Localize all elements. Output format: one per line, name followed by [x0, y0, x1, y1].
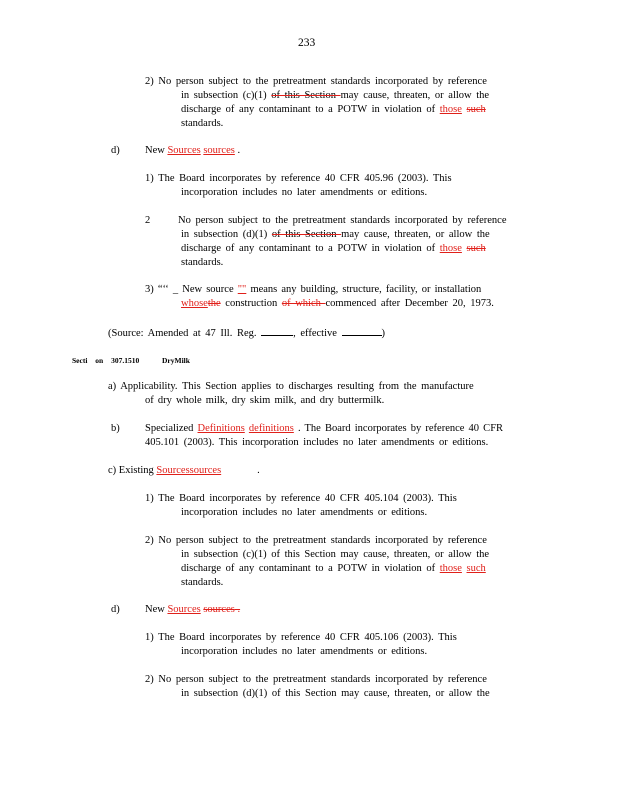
c2-first-line1: 2) No person subject to the pretreatment standards incorporated by reference — [145, 76, 487, 87]
inserted-text: those — [439, 563, 462, 574]
inserted-text: those — [439, 104, 462, 115]
inserted-text: sources — [203, 145, 235, 156]
deleted-text: of this Section — [271, 229, 342, 240]
inserted-text: Sources — [167, 145, 201, 156]
d-new-heading: New Sources sources . — [145, 604, 241, 615]
d1-line2: incorporation includes no later amendments or editions. — [181, 646, 428, 657]
c2-line3: discharge of any contaminant to a POTW in violation of those such — [181, 563, 486, 574]
d2-line1: 2) No person subject to the pretreatment standards incorporated by reference — [145, 674, 487, 685]
a-applicability-line1: a) Applicability. This Section applies to discharges resulting from the manufacture — [108, 381, 474, 392]
c1-line1: 1) The Board incorporates by reference 40 CFR 405.104 (2003). This — [145, 493, 457, 504]
d-first-heading: New Sources sources . — [145, 145, 241, 156]
inserted-text: those — [439, 243, 462, 254]
c2-line1: 2) No person subject to the pretreatment standards incorporated by reference — [145, 535, 487, 546]
deleted-text: such — [466, 104, 486, 115]
inserted-text: whose — [181, 298, 208, 309]
c1-line2: incorporation includes no later amendments or editions. — [181, 507, 428, 518]
d2-first-line3: discharge of any contaminant to a POTW in violation of those such — [181, 243, 486, 254]
b-definitions-line2: 405.101 (2003). This incorporation includes no later amendments or editions. — [145, 437, 489, 448]
inserted-text: "" — [237, 284, 247, 295]
inserted-text: Sources — [167, 604, 201, 615]
inserted-text: definitions — [248, 423, 294, 434]
deleted-text: such — [466, 243, 486, 254]
b-definitions-line1: Specialized Definitions definitions . The Board incorporates by reference 40 CFR — [145, 423, 504, 434]
source-note: (Source: Amended at 47 Ill. Reg. , effective ) — [108, 325, 385, 340]
inserted-text: Sourcessources — [156, 465, 222, 476]
c2-first-line3: discharge of any contaminant to a POTW in violation of those such — [181, 104, 486, 115]
deleted-text: of this Section — [271, 90, 341, 101]
d1-line1: 1) The Board incorporates by reference 40 CFR 405.106 (2003). This — [145, 632, 457, 643]
d1-first-line2: incorporation includes no later amendments or editions. — [181, 187, 428, 198]
d2-first-line1: No person subject to the pretreatment standards incorporated by reference — [178, 215, 507, 226]
d2-line2: in subsection (d)(1) of this Section may cause, threaten, or allow the — [181, 688, 490, 699]
d2-first-num: 2 — [145, 215, 151, 226]
inserted-text: such — [466, 563, 486, 574]
c2-line4: standards. — [181, 577, 224, 588]
c2-line2: in subsection (c)(1) of this Section may cause, threaten, or allow the — [181, 549, 490, 560]
deleted-text: sources — [203, 604, 235, 615]
d3-first-line2: whosethe construction of which commenced after December 20, 1973. — [181, 298, 494, 309]
c2-first-line4: standards. — [181, 118, 224, 129]
d3-first-line1: 3) “‘‘ _ New source "" means any building, structure, facility, or installation — [145, 284, 482, 295]
d-first-label: d) — [111, 145, 120, 156]
blank-line — [342, 325, 382, 336]
d2-first-line4: standards. — [181, 257, 224, 268]
a-applicability-line2: of dry whole milk, dry skim milk, and dry buttermilk. — [145, 395, 385, 406]
inserted-text: Definitions — [197, 423, 245, 434]
c-existing-heading: c) Existing Sourcessources . — [108, 465, 260, 476]
c2-first-line2: in subsection (c)(1) of this Section may cause, threaten, or allow the — [181, 90, 490, 101]
page-number: 233 — [298, 37, 316, 49]
b-label: b) — [111, 423, 120, 434]
d2-first-line2: in subsection (d)(1) of this Section may cause, threaten, or allow the — [181, 229, 490, 240]
blank-line — [261, 325, 293, 336]
section-title: DryMilk — [162, 356, 190, 365]
d1-first-line1: 1) The Board incorporates by reference 40 CFR 405.96 (2003). This — [145, 173, 452, 184]
deleted-text: the — [207, 298, 221, 309]
deleted-text: of which — [281, 298, 326, 309]
section-number: Secti on 307.1510 — [72, 356, 140, 365]
d-label: d) — [111, 604, 120, 615]
